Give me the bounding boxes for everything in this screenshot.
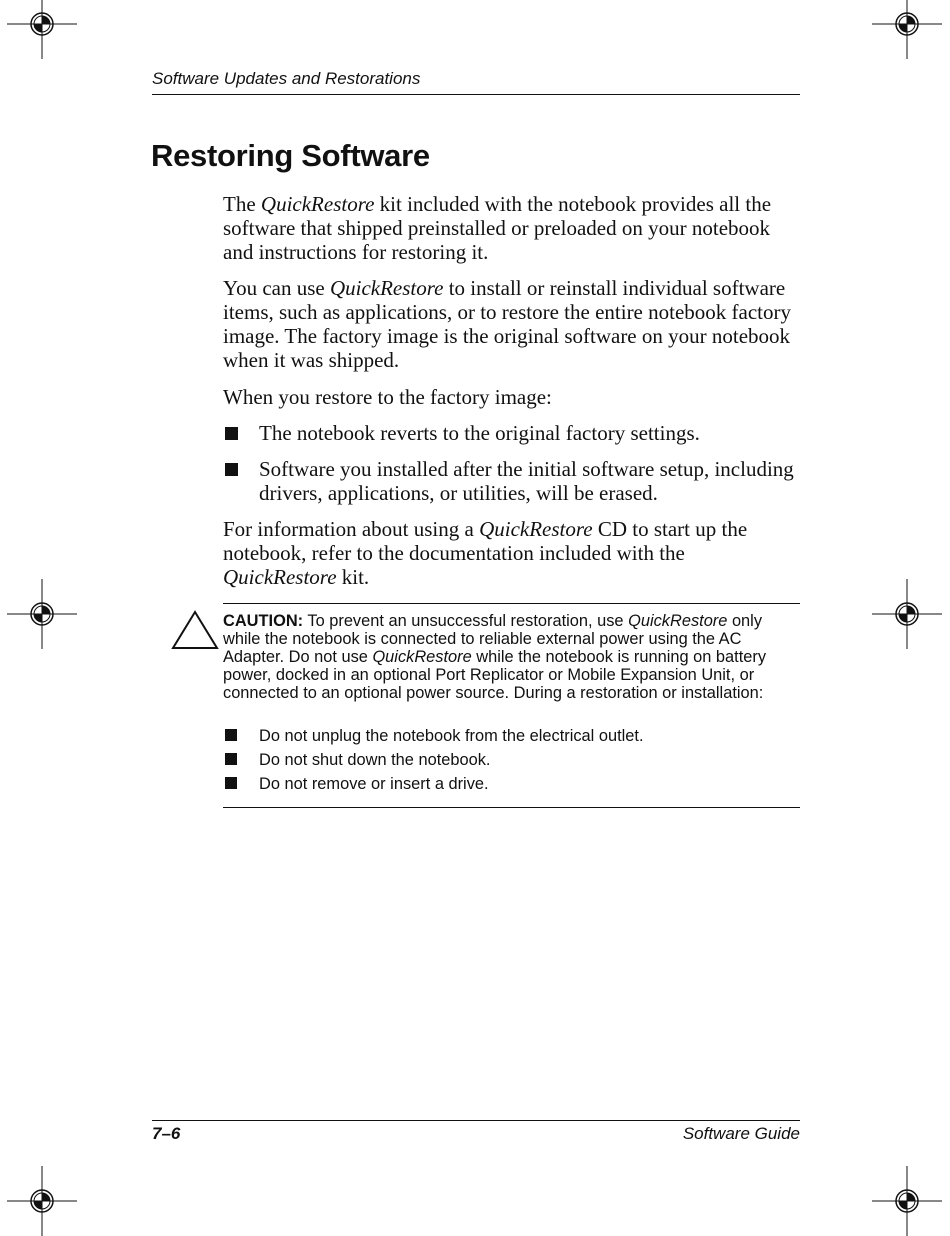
paragraph-more-info (223, 517, 801, 589)
product-name-emphasis: QuickRestore (372, 648, 472, 666)
paragraph-usage (223, 276, 801, 372)
text-segment: The (223, 192, 261, 216)
bullet-square-icon (225, 427, 238, 440)
paragraph-factory-image (223, 385, 801, 409)
caution-item-text: Do not shut down the notebook. (259, 751, 491, 769)
registration-mark-top-right-icon (872, 0, 942, 59)
caution-item-text: Do not remove or insert a drive. (259, 775, 489, 793)
caution-message (223, 612, 766, 702)
list-item-text: The notebook reverts to the original factory settings. (259, 421, 700, 445)
text-segment: CD to start up the notebook, refer to the documentation included with the (223, 517, 748, 565)
caution-item-text: Do not unplug the notebook from the electrical outlet. (259, 727, 644, 745)
text-segment: You can use (223, 276, 330, 300)
list-item (223, 421, 801, 445)
text-segment: To prevent an unsuccessful restoration, use (303, 612, 629, 630)
text-segment: For information about using a (223, 517, 480, 541)
section-heading: Restoring Software (151, 138, 430, 173)
guide-name: Software Guide (682, 1124, 800, 1143)
text-segment: to install or reinstall individual software items, such as applications, or to restore the entire notebook factory image. The factory image is the original software on your notebook when it was shipped. (223, 276, 791, 372)
text-segment: kit. (336, 565, 370, 589)
registration-mark-bottom-left-icon (7, 1166, 77, 1236)
list-item-text: Software you installed after the initial software setup, including drivers, applications, or utilities, will be erased. (259, 457, 794, 505)
bullet-square-icon (225, 463, 238, 476)
product-name-emphasis: QuickRestore (628, 612, 728, 630)
product-name-emphasis: QuickRestore (479, 517, 593, 541)
running-header: Software Updates and Restorations (152, 69, 421, 88)
caution-text (223, 612, 801, 702)
text-segment: kit included with the notebook provides all the software that shipped preinstalled or preloaded on your notebook and instructions for restoring it. (223, 192, 772, 264)
bullet-square-icon (225, 753, 237, 765)
header-rule (152, 94, 800, 95)
paragraph-intro (223, 192, 801, 264)
list-item (223, 457, 801, 505)
caution-triangle-icon (171, 610, 219, 650)
registration-mark-middle-right-icon (872, 579, 942, 649)
product-name-emphasis: QuickRestore (329, 276, 444, 300)
product-name-emphasis: QuickRestore (223, 565, 337, 589)
registration-mark-middle-left-icon (7, 579, 77, 649)
text-segment: while the notebook is running on battery power, docked in an optional Port Replicator or Mobile Expansion Unit, or connected to an optional power source. During a restoration or installation: (223, 648, 767, 702)
text-segment: only while the notebook is connected to reliable external power using the AC Adapter. Do not use (223, 612, 763, 666)
registration-mark-bottom-right-icon (872, 1166, 942, 1236)
page-number: 7–6 (152, 1124, 181, 1143)
caution-label: CAUTION: (223, 612, 304, 630)
registration-mark-top-left-icon (7, 0, 77, 59)
bullet-square-icon (225, 729, 237, 741)
product-name-emphasis: QuickRestore (260, 192, 375, 216)
caution-bottom-rule (223, 807, 800, 808)
caution-top-rule (223, 603, 800, 604)
text-segment: When you restore to the factory image: (223, 385, 552, 409)
footer-rule (152, 1120, 800, 1121)
bullet-square-icon (225, 777, 237, 789)
